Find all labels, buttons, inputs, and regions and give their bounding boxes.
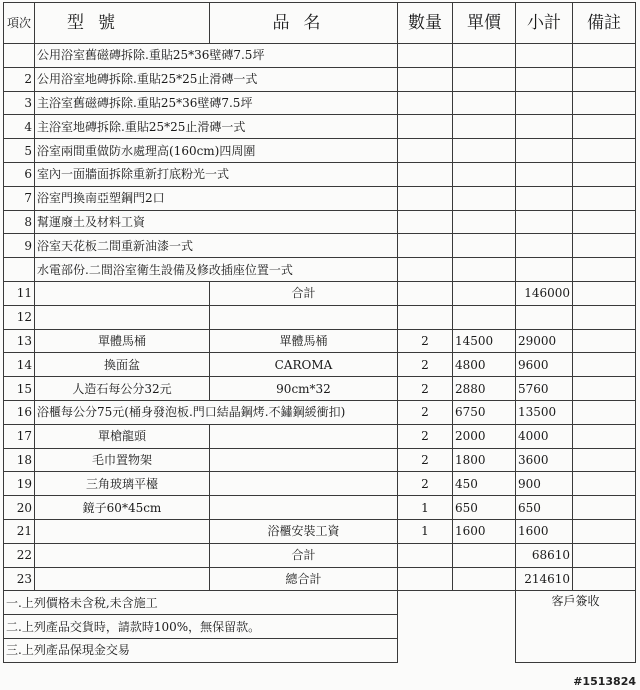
item-model: 鏡子60*45cm [35, 496, 210, 520]
item-no: 17 [4, 424, 35, 448]
item-model: 單槍龍頭 [35, 424, 210, 448]
grand-total-row [4, 567, 636, 591]
item-model [35, 519, 210, 543]
item-subtotal: 650 [516, 496, 573, 520]
item-no: 13 [4, 329, 35, 353]
item-subtotal: 900 [516, 472, 573, 496]
header-name: 品名 [210, 3, 398, 44]
item-desc: 公用浴室舊磁磚拆除.重貼25*36壁磚7.5坪 [35, 44, 398, 68]
item-model: 單體馬桶 [35, 329, 210, 353]
item-name: 單體馬桶 [210, 329, 398, 353]
quotation-table [3, 2, 636, 663]
item-subtotal: 1600 [516, 519, 573, 543]
item-name: 90cm*32 [210, 377, 398, 401]
item-no: 19 [4, 472, 35, 496]
total-label: 合計 [210, 281, 398, 305]
item-qty: 2 [398, 424, 453, 448]
table-row [4, 162, 636, 186]
item-no: 9 [4, 234, 35, 258]
table-row [4, 305, 636, 329]
header-row [4, 3, 636, 44]
item-price: 2880 [453, 377, 516, 401]
item-desc: 主浴室舊磁磚拆除.重貼25*36壁磚7.5坪 [35, 91, 398, 115]
item-model: 三角玻璃平檯 [35, 472, 210, 496]
item-no: 4 [4, 115, 35, 139]
table-row [4, 210, 636, 234]
item-no: 22 [4, 543, 35, 567]
header-subtotal: 小計 [516, 3, 573, 44]
item-qty: 1 [398, 496, 453, 520]
item-name [210, 424, 398, 448]
item-price: 2000 [453, 424, 516, 448]
document-id-stamp: #1513824 [573, 675, 636, 688]
table-row [4, 400, 636, 424]
table-row [4, 91, 636, 115]
header-price: 單價 [453, 3, 516, 44]
item-qty: 1 [398, 519, 453, 543]
item-qty: 2 [398, 400, 453, 424]
item-price: 14500 [453, 329, 516, 353]
note-1: 一.上列價格未含稅,未含施工 [4, 591, 398, 615]
item-no: 11 [4, 281, 35, 305]
table-row [4, 377, 636, 401]
item-no: 15 [4, 377, 35, 401]
item-desc: 浴室門換南亞塑鋼門2口 [35, 186, 398, 210]
table-row [4, 44, 636, 68]
item-desc: 浴室天花板二間重新油漆一式 [35, 234, 398, 258]
item-qty: 2 [398, 472, 453, 496]
table-row [4, 496, 636, 520]
item-no: 23 [4, 567, 35, 591]
item-no: 8 [4, 210, 35, 234]
item-desc: 室內一面牆面拆除重新打底粉光一式 [35, 162, 398, 186]
item-name: CAROMA [210, 353, 398, 377]
total-label: 合計 [210, 543, 398, 567]
table-row [4, 448, 636, 472]
item-no: 14 [4, 353, 35, 377]
item-no: 5 [4, 139, 35, 163]
item-subtotal: 13500 [516, 400, 573, 424]
note-row [4, 591, 636, 615]
item-desc: 水電部份.二間浴室衛生設備及修改插座位置一式 [35, 258, 398, 282]
item-model: 毛巾置物架 [35, 448, 210, 472]
item-no: 21 [4, 519, 35, 543]
item-price: 650 [453, 496, 516, 520]
item-model: 換面盆 [35, 353, 210, 377]
item-desc: 浴櫃每公分75元(桶身發泡板.門口結晶鋼烤.不鏽鋼緩衝扣) [35, 400, 398, 424]
total-amount: 68610 [516, 543, 573, 567]
header-qty: 數量 [398, 3, 453, 44]
table-row [4, 472, 636, 496]
grand-total-amount: 214610 [516, 567, 573, 591]
item-price: 1800 [453, 448, 516, 472]
item-qty: 2 [398, 329, 453, 353]
table-row [4, 519, 636, 543]
item-name [210, 472, 398, 496]
header-model: 型號 [35, 3, 210, 44]
table-row [4, 186, 636, 210]
item-no [4, 44, 35, 68]
table-row [4, 139, 636, 163]
item-name [210, 496, 398, 520]
note-2: 二.上列產品交貨時，請款時100%，無保留款。 [4, 615, 398, 639]
header-item-no: 項次 [4, 3, 35, 44]
grand-total-label: 總合計 [210, 567, 398, 591]
item-no [4, 258, 35, 282]
table-row [4, 234, 636, 258]
total-amount: 146000 [516, 281, 573, 305]
item-desc: 浴室兩間重做防水處理高(160cm)四周圍 [35, 139, 398, 163]
item-no: 18 [4, 448, 35, 472]
item-subtotal: 9600 [516, 353, 573, 377]
header-remark: 備註 [573, 3, 636, 44]
item-price: 6750 [453, 400, 516, 424]
item-no: 16 [4, 400, 35, 424]
subtotal-row [4, 281, 636, 305]
customer-signature: 客戶簽收 [516, 591, 636, 662]
item-model: 人造石每公分32元 [35, 377, 210, 401]
item-no: 20 [4, 496, 35, 520]
item-no: 12 [4, 305, 35, 329]
subtotal-row [4, 543, 636, 567]
item-qty: 2 [398, 377, 453, 401]
item-no: 3 [4, 91, 35, 115]
item-price: 1600 [453, 519, 516, 543]
item-no: 6 [4, 162, 35, 186]
table-row [4, 329, 636, 353]
table-row [4, 115, 636, 139]
item-subtotal: 29000 [516, 329, 573, 353]
item-name: 浴櫃安裝工資 [210, 519, 398, 543]
table-row [4, 353, 636, 377]
table-row [4, 258, 636, 282]
table-row [4, 67, 636, 91]
item-desc: 幫運廢土及材料工資 [35, 210, 398, 234]
item-subtotal: 3600 [516, 448, 573, 472]
item-no: 7 [4, 186, 35, 210]
item-subtotal: 5760 [516, 377, 573, 401]
item-desc: 公用浴室地磚拆除.重貼25*25止滑磚一式 [35, 67, 398, 91]
item-qty: 2 [398, 448, 453, 472]
item-name [210, 448, 398, 472]
table-row [4, 424, 636, 448]
item-price: 450 [453, 472, 516, 496]
item-no: 2 [4, 67, 35, 91]
item-desc: 主浴室地磚拆除.重貼25*25止滑磚一式 [35, 115, 398, 139]
item-qty: 2 [398, 353, 453, 377]
note-3: 三.上列產品保現金交易 [4, 638, 398, 662]
item-price: 4800 [453, 353, 516, 377]
item-subtotal: 4000 [516, 424, 573, 448]
